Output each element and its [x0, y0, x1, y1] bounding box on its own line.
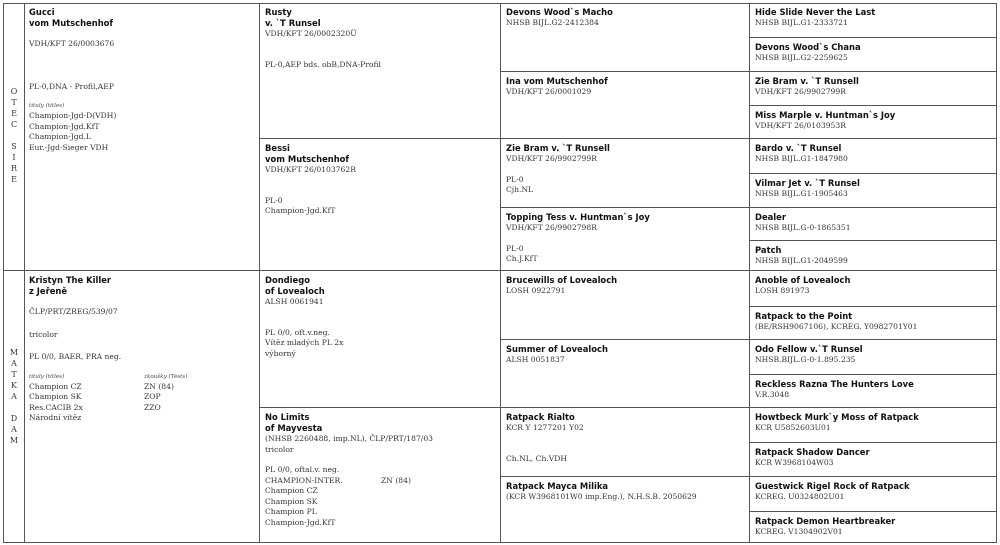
bessi-cell: [260, 140, 500, 271]
sire-titles-label: tituly (titles): [29, 103, 65, 109]
nolimits-title: Champion PL: [265, 507, 317, 516]
gen4-registration: NHSB BIJL.G1-2333721: [755, 18, 848, 27]
sire-name-line2: vom Mutschenhof: [29, 18, 114, 28]
gen4-registration: LOSH 891973: [755, 286, 810, 295]
gen4-cell: [750, 341, 996, 375]
gen4-cell: [750, 140, 996, 174]
gen4-cell: [750, 73, 996, 106]
rusty-name-line2: v. `T Runsel: [265, 18, 321, 28]
generation-3-column: [501, 3, 750, 543]
dam-health: PL 0/0, BAER, PRA neg.: [29, 352, 122, 361]
gen4-name: Howtbeck Murk`y Moss of Ratpack: [755, 412, 919, 422]
dam-test: ZOP: [144, 392, 161, 401]
gen4-name: Odo Fellow v.`T Runsel: [755, 344, 863, 354]
gen3-registration: VDH/KFT 26/9902799R: [506, 154, 597, 163]
dondiego-title: Vítěz mladých PL 2x: [265, 338, 344, 347]
rusty-name-line1: Rusty: [265, 7, 292, 17]
dam-test: ZN (84): [144, 381, 174, 391]
dam-side-column: [3, 271, 25, 543]
dam-tests-label: zkoušky (Tests): [144, 373, 188, 380]
dam-name-line1: Kristyn The Killer: [29, 275, 111, 285]
gen3-health: PL-0: [506, 243, 524, 253]
nolimits-title: Champion-Jgd.KfT: [265, 517, 336, 527]
sire-registration: VDH/KFT 26/0003676: [29, 39, 115, 48]
gen4-name: Patch: [755, 245, 782, 255]
sire-name-line1: Gucci: [29, 7, 55, 17]
dondiego-cell: [260, 272, 500, 408]
gen4-name: Dealer: [755, 212, 786, 222]
gen3-registration: ALSH 0051837: [506, 355, 565, 364]
rusty-cell: [260, 4, 500, 139]
gen3-registration: KCR Y 1277201 Y02: [506, 423, 584, 432]
gen3-registration: VDH/KFT 26/0001029: [506, 87, 592, 96]
dam-title: Res.CACIB 2x: [29, 402, 83, 412]
gen4-cell: [750, 107, 996, 139]
gen4-name: Anoble of Lovealoch: [755, 275, 851, 285]
gen3-registration: NHSB BIJL.G2-2412384: [506, 18, 599, 27]
gen3-name: Zie Bram v. `T Runsell: [506, 143, 610, 153]
gen3-name: Ina vom Mutschenhof: [506, 76, 608, 86]
nolimits-cell: [260, 409, 500, 543]
nolimits-title: Champion CZ: [265, 486, 318, 495]
generation-2-column: [260, 3, 501, 543]
sire-health: PL-0,DNA - Profil,AEP: [29, 81, 114, 91]
rusty-registration: VDH/KFT 26/0002320Ü: [265, 29, 357, 38]
sire-title: Champion-Jgd.L: [29, 132, 91, 141]
gen4-cell: [750, 39, 996, 72]
bessi-title: Champion-Jgd.KfT: [265, 206, 336, 215]
gen4-name: Miss Marple v. Huntman`s Joy: [755, 110, 896, 120]
gen4-registration: (BE/RSH9067106), KCREG. Y0982701Y01: [755, 322, 918, 331]
gen4-name: Devons Wood`s Chana: [755, 42, 861, 52]
sire-side-column: [3, 3, 25, 271]
bessi-health: PL-0: [265, 195, 283, 205]
gen3-registration: VDH/KFT 26/9902798R: [506, 223, 597, 232]
gen3-registration: LOSH 0922791: [506, 286, 566, 295]
bessi-name-line2: vom Mutschenhof: [265, 154, 350, 164]
gen3-cell: [501, 272, 749, 340]
gen4-cell: [750, 513, 996, 543]
gen4-registration: NHSB BIJL.G1-2049599: [755, 256, 848, 265]
gen4-name: Ratpack Demon Heartbreaker: [755, 516, 896, 526]
gen4-name: Bardo v. `T Runsel: [755, 143, 842, 153]
nolimits-registration: (NHSB 2260488, imp.NL), ČLP/PRT/187/03: [265, 434, 434, 443]
dondiego-name-line2: of Lovealoch: [265, 286, 325, 296]
gen4-cell: [750, 478, 996, 512]
gen3-cell: [501, 478, 749, 543]
gen4-registration: KCR W3968104W03: [755, 458, 834, 467]
bottom-border: [24, 542, 996, 543]
sire-cell: [24, 4, 259, 271]
gen4-name: Hide Slide Never the Last: [755, 7, 876, 17]
gen4-registration: NHSB.BIJL.G-0-1.895.235: [755, 355, 856, 364]
sire-title: Champion-Jgd.KfT: [29, 121, 100, 131]
gen4-cell: [750, 409, 996, 443]
dam-title: Champion SK: [29, 392, 82, 401]
gen4-cell: [750, 209, 996, 241]
gen4-registration: KCR U5852603U01: [755, 423, 831, 432]
gen4-registration: VDH/KFT 26/0103953R: [755, 121, 846, 130]
bessi-name-line1: Bessi: [265, 143, 290, 153]
dondiego-grade: výborný: [265, 348, 296, 358]
dondiego-health: PL 0/0, oft.v.neg.: [265, 327, 330, 337]
dondiego-registration: ALSH 0061941: [265, 297, 324, 306]
gen3-name: Ratpack Rialto: [506, 412, 575, 422]
dam-test: ZZO: [144, 402, 161, 412]
sire-side-label: O T E C S I R E: [10, 87, 18, 184]
gen4-name: Zie Bram v. `T Runsell: [755, 76, 859, 86]
gen3-title: Cjh.NL: [506, 185, 534, 194]
gen4-name: Ratpack Shadow Dancer: [755, 447, 870, 457]
gen4-name: Vilmar Jet v. `T Runsel: [755, 178, 860, 188]
gen3-cell: [501, 140, 749, 208]
gen4-cell: [750, 376, 996, 408]
nolimits-test: ZN (84): [381, 475, 411, 485]
bessi-registration: VDH/KFT 26/0103762R: [265, 165, 356, 174]
gen3-title: Ch.NL, Ch.VDH: [506, 453, 567, 463]
gen3-cell: [501, 409, 749, 477]
nolimits-color: tricolor: [265, 444, 294, 454]
gen3-cell: [501, 341, 749, 408]
rusty-health: PL-0,AEP bds. obB,DNA-Profil: [265, 59, 381, 69]
gen4-cell: [750, 444, 996, 477]
gen4-registration: KCREG. U0324802U01: [755, 492, 845, 501]
gen4-name: Ratpack to the Point: [755, 311, 853, 321]
gen4-registration: KCREG. V1304902V01: [755, 527, 843, 536]
gen3-name: Topping Tess v. Huntman`s Joy: [506, 212, 650, 222]
gen3-cell: [501, 73, 749, 139]
nolimits-title: CHAMPION-INTER.: [265, 475, 343, 485]
gen3-cell: [501, 209, 749, 271]
gen4-cell: [750, 308, 996, 340]
nolimits-name-line2: of Mayvesta: [265, 423, 323, 433]
gen4-cell: [750, 272, 996, 307]
gen3-name: Ratpack Mayca Milika: [506, 481, 609, 491]
dam-cell: [24, 272, 259, 543]
gen3-health: PL-0: [506, 174, 524, 184]
gen4-registration: NHSB BIJL.G1-1847980: [755, 154, 848, 163]
nolimits-title: Champion SK: [265, 496, 318, 506]
gen4-registration: VDH/KFT 26/9902799R: [755, 87, 846, 96]
gen3-cell: [501, 4, 749, 72]
dam-registration: ČLP/PRT/ZREG/539/07: [29, 307, 118, 316]
sire-title: Champion-Jgd-D(VDH): [29, 111, 117, 120]
gen4-registration: NHSB BIJL.G-0-1865351: [755, 223, 851, 232]
generation-4-column: [750, 3, 997, 543]
dam-titles-label: tituly (titles): [29, 373, 65, 380]
gen4-name: Reckless Razna The Hunters Love: [755, 379, 914, 389]
gen4-cell: [750, 4, 996, 38]
dam-side-label: M A T K A D A M: [9, 348, 19, 445]
gen3-name: Devons Wood`s Macho: [506, 7, 613, 17]
gen4-cell: [750, 242, 996, 271]
nolimits-health: PL 0/0, oftal.v. neg.: [265, 465, 340, 474]
gen4-registration: NHSB BIJL.G1-1905463: [755, 189, 848, 198]
dam-name-line2: z Jeřeně: [29, 286, 68, 296]
gen3-title: Ch.J.KfT: [506, 254, 538, 263]
gen4-cell: [750, 175, 996, 208]
sire-title: Eur.-Jgd-Sieger VDH: [29, 142, 109, 152]
dondiego-name-line1: Dondiego: [265, 275, 310, 285]
dam-title: Champion CZ: [29, 381, 82, 391]
gen4-name: Guestwick Rigel Rock of Ratpack: [755, 481, 910, 491]
gen3-registration: (KCR W3968101W0 imp.Eng.), N.H.S.B. 2050629: [506, 492, 697, 501]
gen3-name: Summer of Lovealoch: [506, 344, 608, 354]
gen4-registration: NHSB BIJL.G2-2259625: [755, 53, 848, 62]
nolimits-name-line1: No Limits: [265, 412, 310, 422]
gen3-name: Brucewills of Lovealoch: [506, 275, 618, 285]
dam-color: tricolor: [29, 329, 58, 339]
gen4-registration: V.R.3048: [755, 390, 790, 399]
generation-1-column: [24, 3, 260, 543]
dam-title: Národní vítěz: [29, 413, 82, 422]
